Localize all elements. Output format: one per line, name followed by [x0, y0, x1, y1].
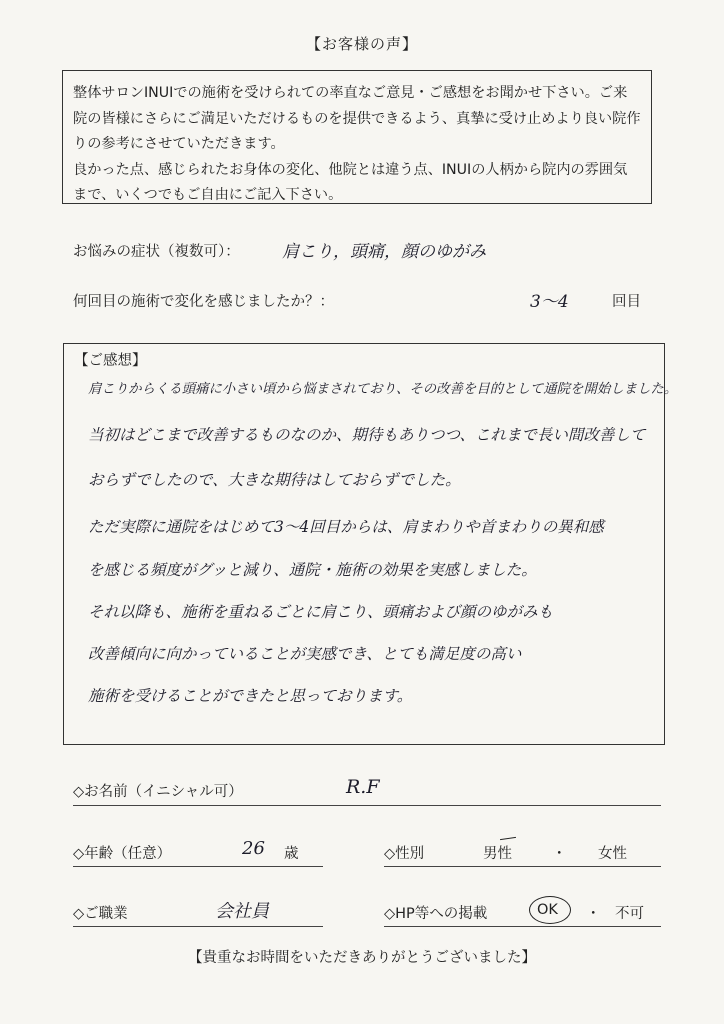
- age-underline: [73, 866, 323, 867]
- visits-label: 何回目の施術で変化を感じましたか？：: [73, 294, 334, 310]
- name-value: R.F: [346, 776, 380, 798]
- impression-line-7: 改善傾向に向かっていることが実感でき、とても満足度の高い: [88, 645, 522, 663]
- age-value: 26: [242, 838, 265, 859]
- hp-ng: 不可: [615, 906, 644, 922]
- footer-thanks: 【貴重なお時間をいただきありがとうございました】: [188, 950, 536, 966]
- symptoms-answer: 肩こり，頭痛，顔のゆがみ: [282, 242, 486, 262]
- hp-separator: ・: [586, 906, 601, 922]
- intro-paragraph-2: 良かった点、感じられたお身体の変化、他院とは違う点、INUIの人柄から院内の雰囲気まで、いくつでもご自由にご記入下さい。: [73, 161, 628, 203]
- hp-ok: OK: [537, 902, 558, 918]
- hp-label: ◇HP等への掲載: [384, 906, 488, 922]
- impression-line-2: 当初はどこまで改善するものなのか、期待もありつつ、これまで長い間改善して: [88, 426, 646, 444]
- impression-line-3: おらずでしたので、大きな期待はしておらずでした。: [88, 471, 461, 489]
- intro-paragraph-1: 整体サロンINUIでの施術を受けられての率直なご意見・ご感想をお聞かせ下さい。ご来院の皆様にさらにご満足いただけるものを提供できるよう、真摯に受け止めより良い院作りの参考にさせていただきます。: [73, 85, 641, 152]
- gender-underline: [384, 866, 661, 867]
- impression-line-8: 施術を受けることができたと思っております。: [88, 687, 413, 705]
- hp-underline: [384, 926, 661, 927]
- visits-unit: 回目: [612, 294, 641, 310]
- name-label: ◇お名前（イニシャル可）: [73, 784, 243, 800]
- name-underline: [73, 805, 661, 806]
- male-selection-mark: [500, 837, 516, 840]
- impression-line-5: を感じる頻度がグッと減り、通院・施術の効果を実感しました。: [88, 561, 537, 579]
- gender-male: 男性: [483, 846, 512, 862]
- page-title: 【お客様の声】: [305, 35, 418, 53]
- age-unit: 歳: [284, 846, 299, 862]
- age-label: ◇年齢（任意）: [73, 846, 172, 862]
- impression-line-1: 肩こりからくる頭痛に小さい頃から悩まされており、その改善を目的として通院を開始しました。: [88, 382, 678, 397]
- impressions-header: 【ご感想】: [74, 353, 147, 369]
- gender-separator: ・: [552, 846, 567, 862]
- gender-label: ◇性別: [384, 846, 425, 862]
- impression-line-6: それ以降も、施術を重ねるごとに肩こり、頭痛および顔のゆがみも: [88, 603, 554, 621]
- occupation-label: ◇ご職業: [73, 906, 128, 922]
- visits-answer: 3～4: [530, 292, 569, 312]
- impression-line-4: ただ実際に通院をはじめて3～4回目からは、肩まわりや首まわりの異和感: [88, 518, 604, 536]
- gender-female: 女性: [598, 846, 627, 862]
- intro-box: [62, 70, 652, 204]
- impressions-box: [63, 343, 678, 745]
- occupation-underline: [73, 926, 323, 927]
- occupation-value: 会社員: [215, 901, 269, 922]
- symptoms-label: お悩みの症状（複数可）：: [73, 244, 240, 260]
